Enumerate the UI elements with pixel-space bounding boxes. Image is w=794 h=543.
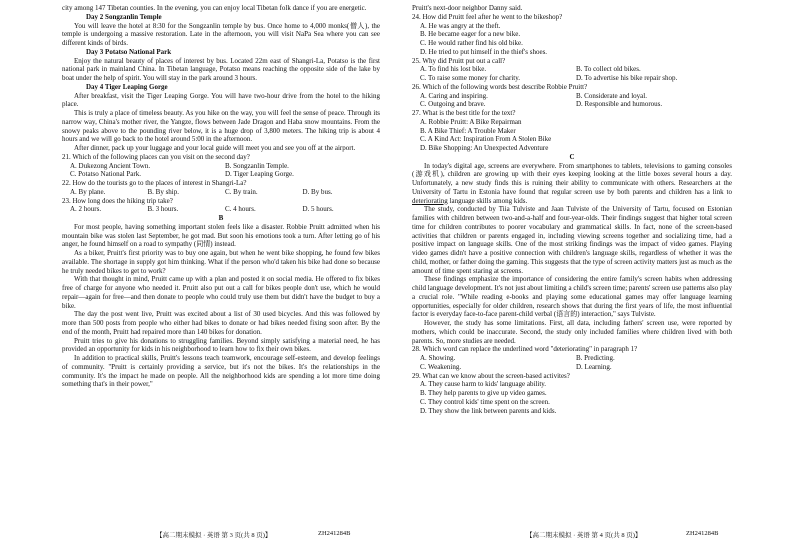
left-column (62, 4, 380, 389)
question-21: 21. Which of the following places can you visit on the second day? (62, 152, 250, 161)
day4-paragraph-1: After breakfast, visit the Tiger Leaping Gorge. You will have two-hour drive from the hotel to the hiking place. (62, 91, 380, 109)
day4-heading: Day 4 Tiger Leaping Gorge (86, 82, 168, 91)
q27-option-d: D. Bike Shopping: An Unexpected Adventure (420, 144, 549, 152)
underlined-word: deteriorating (412, 196, 448, 205)
q24-option-b: B. He became eager for a new bike. (420, 30, 521, 39)
question-25: 25. Why did Pruitt put out a call? (412, 56, 506, 65)
section-b-heading: B (218, 214, 224, 222)
question-26-options (412, 92, 732, 110)
q26-option-d: D. Responsible and humorous. (576, 100, 663, 109)
q29-option-a: A. They cause harm to kids' language ability. (420, 380, 547, 389)
passage-c-paragraph-3: These findings emphasize the importance of considering the entire family's screen habits when addressing child language development. It's not just about limiting a child's screen time; parents' screen use patterns also play a crucial role. "While reading e-books and playing some educational games may offer language learning opportunities, especially for older children, research shows that during the first years of life, the most influential factor is everyday face-to-face parent-child verbal (语言的) interaction," says Tulviste. (412, 275, 732, 319)
q29-option-b: B. They help parents to give up video games. (420, 389, 547, 397)
q22-option-b: B. By ship. (147, 187, 180, 196)
q28-option-b: B. Predicting. (576, 354, 615, 362)
question-23: 23. How long does the hiking trip take? (62, 196, 173, 205)
q28-option-d: D. Learning. (576, 362, 612, 371)
question-23-options (62, 205, 380, 214)
q25-option-c: C. To raise some money for charity. (420, 74, 521, 82)
passage-c-p1-end: language skills among kids. (447, 196, 528, 205)
right-page-code: ZH241284B (686, 530, 719, 537)
passage-c-p1-start: In today's digital age, screens are everywhere. From smartphones to tablets, televisions to gaming consoles (游戏机), children are growing up with their eyes keeping looking at the little boxes several hours a day. Unfortunately, a new study finds this is ruining their ability to communicate with others. Researchers at the University of Tartu in Estonia have found that regular screen use by both parents and children has a link to (412, 161, 732, 196)
question-28: 28. Which word can replace the underlined word "deteriorating" in paragraph 1? (412, 345, 638, 354)
q24-option-d: D. He tried to put himself in the thief's shoes. (420, 47, 548, 56)
q23-option-b: B. 3 hours. (147, 205, 179, 214)
intro-paragraph: city among 147 Tibetan counties. In the evening, you can enjoy local Tibetan folk dance if you are energetic. (62, 4, 367, 12)
day3-heading: Day 3 Potatso National Park (86, 47, 172, 56)
question-27-options (412, 118, 732, 153)
passage-b-paragraph-3: With that thought in mind, Pruitt came up with a plan and posted it on social media. He offered to fix bikes free of charge for anyone who needed it. Pruitt also put out a call for bikes people don't use, which he would repair—again for free—and then donate to people who could truly use them but didn't have the budget to buy a bike. (62, 275, 380, 310)
passage-b-paragraph-1: For most people, having something important stolen feels like a disaster. Robbie Pruitt admitted when his mountain bike was stolen last September, he got mad. But soon his emotions took a turn. After letting go of his anger, he found himself on a road to sympathy (同情) instead. (62, 222, 380, 249)
question-27: 27. What is the best title for the text? (412, 109, 516, 117)
day2-paragraph: You will leave the hotel at 8:30 for the Songzanlin temple by bus. Once home to 4,000 monks(僧人), the temple is undergoing a massive restoration. Late in the afternoon, you will visit NaPa Sea where you can see different kinds of birds. (62, 21, 380, 47)
q24-option-c: C. He would rather find his old bike. (420, 39, 523, 47)
q26-option-a: A. Caring and inspiring. (420, 91, 488, 100)
left-page-code: ZH241284B (318, 530, 351, 537)
q23-option-d: D. 5 hours. (302, 205, 334, 214)
day4-paragraph-3: After dinner, pack up your luggage and your local guide will meet you and see you off at the airport. (74, 144, 356, 152)
q25-option-b: B. To collect old bikes. (576, 65, 641, 74)
q29-option-d: D. They show the link between parents and kids. (420, 406, 557, 415)
q24-option-a: A. He was angry at the theft. (420, 21, 501, 30)
q26-option-b: B. Considerate and loyal. (576, 91, 647, 100)
q28-option-a: A. Showing. (420, 354, 456, 362)
passage-c-paragraph-4: However, the study has some limitations. First, all data, including fathers' screen use, were reported by mothers, which could be inaccurate. Second, the study only included families where children lived with both parents. So, more studies are needed. (412, 319, 732, 345)
q21-option-c: C. Potatso National Park. (70, 170, 141, 179)
question-28-options (412, 354, 732, 372)
question-29-options (412, 380, 732, 415)
left-page-footer: 【高二期末模拟 · 英语 第 3 页(共 8 页)】 (156, 532, 272, 539)
q22-option-c: C. By train. (225, 187, 258, 196)
passage-c-paragraph-1 (412, 162, 732, 206)
q29-option-c: C. They control kids' time spent on the screen. (420, 397, 550, 406)
q21-option-a: A. Dukezong Ancient Town. (70, 161, 151, 170)
question-22-options (62, 188, 380, 197)
q23-option-c: C. 4 hours. (225, 205, 256, 214)
question-22: 22. How do the tourists go to the places of interest in Shangri-La? (62, 179, 247, 187)
passage-c-paragraph-2: The study, conducted by Tiia Tulviste and Jaan Tulviste of the University of Tartu, focused on Estonian families with children between two-and-a-half and four-year-olds. Their findings suggest that higher total screen time for children contributes to poorer vocabulary and grammatical skills. In fact, none of the screen-based activities that children or parents engaged in, including viewing screens together and socializing time, had a positive impact on language skills. One of the most striking findings was the impact of video games. Playing video games didn't have a positive connection with children's language skills, regardless of whether it was the child, mother, or father doing the gaming. This suggests that the type of screen activity matters just as much as the amount of time spent staring at screens. (412, 205, 732, 275)
right-column (412, 4, 732, 415)
day4-paragraph-2: This is truly a place of timeless beauty. As you hike on the way, you will feel the sense of peace. Through its narrow way, China's mother river, the Yangze, flows between Jade Dragon and Haba snow mountains. From the snowy peaks above to the pounding river below, it is a huge drop of 3,800 meters. The hiking trip is about 4 hours and we will go back to the hotel around 5:00 in the afternoon. (62, 109, 380, 144)
q27-option-b: B. A Bike Thief: A Trouble Maker (420, 126, 516, 135)
q27-option-c: C. A Kind Act: Inspiration From A Stolen Bike (420, 135, 552, 144)
passage-b-paragraph-5: Pruitt tries to give his donations to struggling families. Beyond simply satisfying a material need, he has provided an opportunity for kids in his neighborhood to learn how to fix their own bikes. (62, 336, 380, 354)
question-24: 24. How did Pruitt feel after he went to the bikeshop? (412, 12, 563, 21)
passage-b-paragraph-6: In addition to practical skills, Pruitt's lessons teach teamwork, encourage self-esteem, and develop feelings of community. "Pruitt is certainly providing a service, but it's not the bikes. It's the relationships in the community. It's the impact he made on people. All the neighborhood kids are spending a lot more time doing something that's in their power," (62, 354, 380, 389)
passage-b-paragraph-2: As a biker, Pruitt's first priority was to buy one again, but when he went bike shopping, he found few bikes available. The shortage in supply got him thinking. What if the person who'd taken his bike had done so because he truly needed bikes to get to work? (62, 249, 380, 275)
right-page-footer: 【高二期末模拟 · 英语 第 4 页(共 8 页)】 (526, 532, 642, 539)
q25-option-d: D. To advertise his bike repair shop. (576, 74, 678, 82)
q21-option-b: B. Songzanlin Temple. (225, 161, 289, 170)
question-25-options (412, 65, 732, 83)
q27-option-a: A. Robbie Pruitt: A Bike Repairman (420, 117, 522, 126)
q21-option-d: D. Tiger Leaping Gorge. (225, 170, 294, 179)
q22-option-a: A. By plane. (70, 187, 106, 196)
question-21-options (62, 162, 380, 180)
q22-option-d: D. By bus. (302, 187, 333, 196)
section-c-heading: C (569, 152, 575, 161)
q28-option-c: C. Weakening. (420, 362, 462, 371)
day2-heading: Day 2 Songzanlin Temple (86, 12, 162, 21)
day3-paragraph: Enjoy the natural beauty of places of interest by bus. Located 22m east of Shangri-La, Potatso is the first national park in mainland China. In Tibetan language, Potatso means reaching the opposite side of the lake by boat under the help of spirit. You will stay in the park around 3 hours. (62, 56, 380, 82)
passage-b-continuation: Pruitt's next-door neighbor Danny said. (412, 4, 523, 12)
question-29: 29. What can we know about the screen-based activites? (412, 371, 570, 380)
question-26: 26. Which of the following words best describe Robbie Pruitt? (412, 82, 588, 91)
q23-option-a: A. 2 hours. (70, 205, 102, 214)
q26-option-c: C. Outgoing and brave. (420, 100, 486, 109)
passage-b-paragraph-4: The day the post went live, Pruitt was excited about a list of 30 used bicycles. And this was followed by more than 500 posts from people who either had bikes to donate or had bikes needed fixing soon after. By the end of the month, Pruitt had repaired more than 140 bikes for donation. (62, 310, 380, 336)
question-24-options (412, 22, 732, 57)
q25-option-a: A. To find his lost bike. (420, 65, 487, 74)
